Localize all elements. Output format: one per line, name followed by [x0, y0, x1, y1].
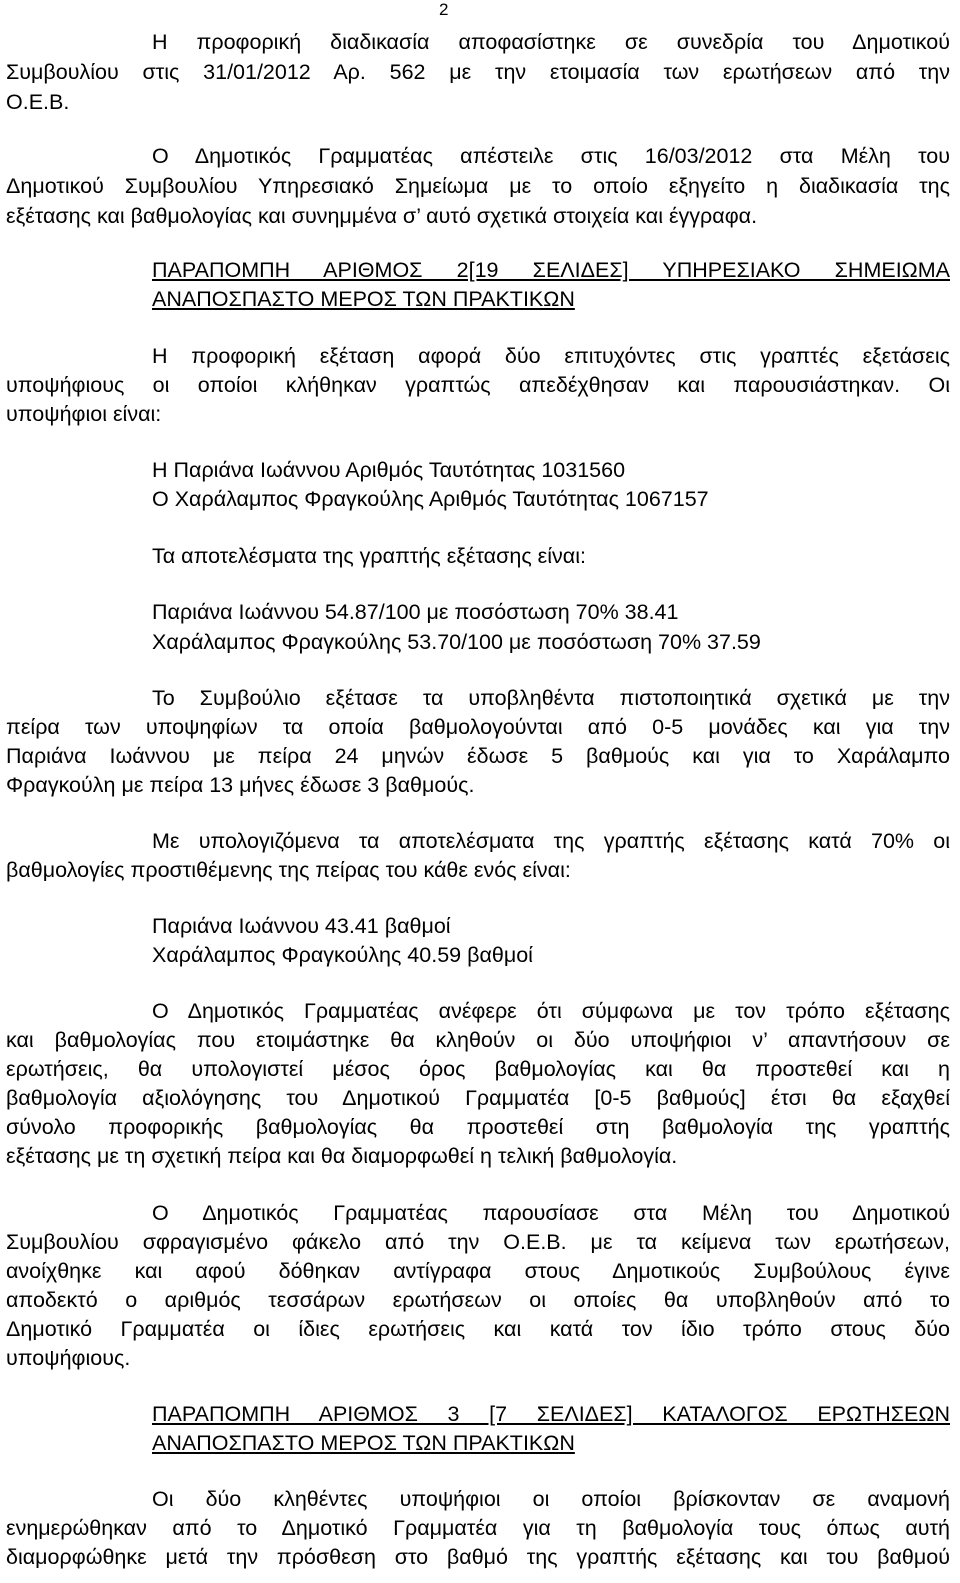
result-line: Παριάνα Ιωάννου 54.87/100 με ποσόστωση 70% 38.41 [152, 600, 679, 624]
paragraph-line: υποψήφιοι είναι: [6, 402, 162, 426]
paragraph-line: Η προφορική διαδικασία αποφασίστηκε σε συνεδρία του Δημοτικού [152, 30, 950, 54]
result-line: Χαράλαμπος Φραγκούλης 53.70/100 με ποσόστωση 70% 37.59 [152, 630, 761, 654]
paragraph-line: σύνολο προφορικής βαθμολογίας θα προστεθεί στη βαθμολογία της γραπτής [6, 1115, 950, 1139]
results-intro: Τα αποτελέσματα της γραπτής εξέτασης είναι: [152, 544, 586, 568]
paragraph-line: βαθμολογία αξιολόγησης του Δημοτικού Γραμματέα [0-5 βαθμούς] έτσι θα εξαχθεί [6, 1086, 950, 1110]
paragraph-line: Φραγκούλη με πείρα 13 μήνες έδωσε 3 βαθμούς. [6, 773, 475, 797]
reference-heading: ΠΑΡΑΠΟΜΠΗ ΑΡΙΘΜΟΣ 3 [7 ΣΕΛΙΔΕΣ] ΚΑΤΑΛΟΓΟΣ ΕΡΩΤΗΣΕΩΝ [152, 1402, 950, 1426]
paragraph-line: εξέτασης με τη σχετική πείρα και θα διαμορφωθεί η τελική βαθμολογία. [6, 1144, 678, 1168]
paragraph-line: υποψήφιους οι οποίοι κλήθηκαν γραπτώς απεδέχθησαν και παρουσιάστηκαν. Οι [6, 373, 950, 397]
paragraph-line: Το Συμβούλιο εξέτασε τα υποβληθέντα πιστοποιητικά σχετικά με την [152, 686, 950, 710]
paragraph-line: Με υπολογιζόμενα τα αποτελέσματα της γραπτής εξέτασης κατά 70% οι [152, 829, 950, 853]
paragraph-line: αποδεκτό ο αριθμός τεσσάρων ερωτήσεων οι οποίες θα υποβληθούν από το [6, 1288, 950, 1312]
candidate-line: Η Παριάνα Ιωάννου Αριθμός Ταυτότητας 1031560 [152, 458, 626, 482]
paragraph-line: Δημοτικού Συμβουλίου Υπηρεσιακό Σημείωμα με το οποίο εξηγείτο η διαδικασία της [6, 174, 950, 198]
paragraph-line: ανοίχθηκε και αφού δόθηκαν αντίγραφα στους Δημοτικούς Συμβούλους έγινε [6, 1259, 950, 1283]
paragraph-line: βαθμολογίες προστιθέμενης της πείρας του κάθε ενός είναι: [6, 858, 571, 882]
paragraph-line: ερωτήσεις, θα υπολογιστεί μέσος όρος βαθμολογίας και θα προστεθεί και η [6, 1057, 950, 1081]
score-line: Παριάνα Ιωάννου 43.41 βαθμοί [152, 914, 451, 938]
paragraph-line: ενημερώθηκαν από το Δημοτικό Γραμματέα για τη βαθμολογία τους όπως αυτή [6, 1516, 950, 1540]
paragraph-line: Ο Δημοτικός Γραμματέας απέστειλε στις 16/03/2012 στα Μέλη του [152, 144, 950, 168]
paragraph-line: Ο Δημοτικός Γραμματέας ανέφερε ότι σύμφωνα με τον τρόπο εξέτασης [152, 999, 950, 1023]
paragraph-line: Συμβουλίου στις 31/01/2012 Αρ. 562 με την ετοιμασία των ερωτήσεων από την [6, 60, 950, 84]
paragraph-line: πείρα των υποψηφίων τα οποία βαθμολογούνται από 0-5 μονάδες και για την [6, 715, 950, 739]
paragraph-line: διαμορφώθηκε μετά την πρόσθεση στο βαθμό της γραπτής εξέτασης και του βαθμού [6, 1545, 950, 1569]
paragraph-line: Ο.Ε.Β. [6, 90, 70, 114]
paragraph-line: και βαθμολογίας που ετοιμάστηκε θα κληθούν οι δύο υποψήφιοι ν’ απαντήσουν σε [6, 1028, 950, 1052]
paragraph-line: εξέτασης και βαθμολογίας και συνημμένα σ’ αυτό σχετικά στοιχεία και έγγραφα. [6, 204, 758, 228]
page-number: 2 [439, 0, 449, 19]
candidate-line: Ο Χαράλαμπος Φραγκούλης Αριθμός Ταυτότητας 1067157 [152, 487, 709, 511]
reference-heading: ΑΝΑΠΟΣΠΑΣΤΟ ΜΕΡΟΣ ΤΩΝ ΠΡΑΚΤΙΚΩΝ [152, 287, 575, 311]
reference-heading: ΠΑΡΑΠΟΜΠΗ ΑΡΙΘΜΟΣ 2[19 ΣΕΛΙΔΕΣ] ΥΠΗΡΕΣΙΑΚΟ ΣΗΜΕΙΩΜΑ [152, 258, 950, 282]
reference-heading: ΑΝΑΠΟΣΠΑΣΤΟ ΜΕΡΟΣ ΤΩΝ ΠΡΑΚΤΙΚΩΝ [152, 1431, 575, 1455]
paragraph-line: υποψήφιους. [6, 1346, 131, 1370]
paragraph-line: Συμβουλίου σφραγισμένο φάκελο από την Ο.Ε.Β. με τα κείμενα των ερωτήσεων, [6, 1230, 950, 1254]
paragraph-line: Παριάνα Ιωάννου με πείρα 24 μηνών έδωσε 5 βαθμούς και για το Χαράλαμπο [6, 744, 950, 768]
score-line: Χαράλαμπος Φραγκούλης 40.59 βαθμοί [152, 943, 533, 967]
paragraph-line: Ο Δημοτικός Γραμματέας παρουσίασε στα Μέλη του Δημοτικού [152, 1201, 950, 1225]
paragraph-line: Δημοτικό Γραμματέα οι ίδιες ερωτήσεις και κατά τον ίδιο τρόπο στους δύο [6, 1317, 950, 1341]
paragraph-line: Η προφορική εξέταση αφορά δύο επιτυχόντες στις γραπτές εξετάσεις [152, 344, 950, 368]
paragraph-line: Οι δύο κληθέντες υποψήφιοι οι οποίοι βρίσκονταν σε αναμονή [152, 1487, 950, 1511]
